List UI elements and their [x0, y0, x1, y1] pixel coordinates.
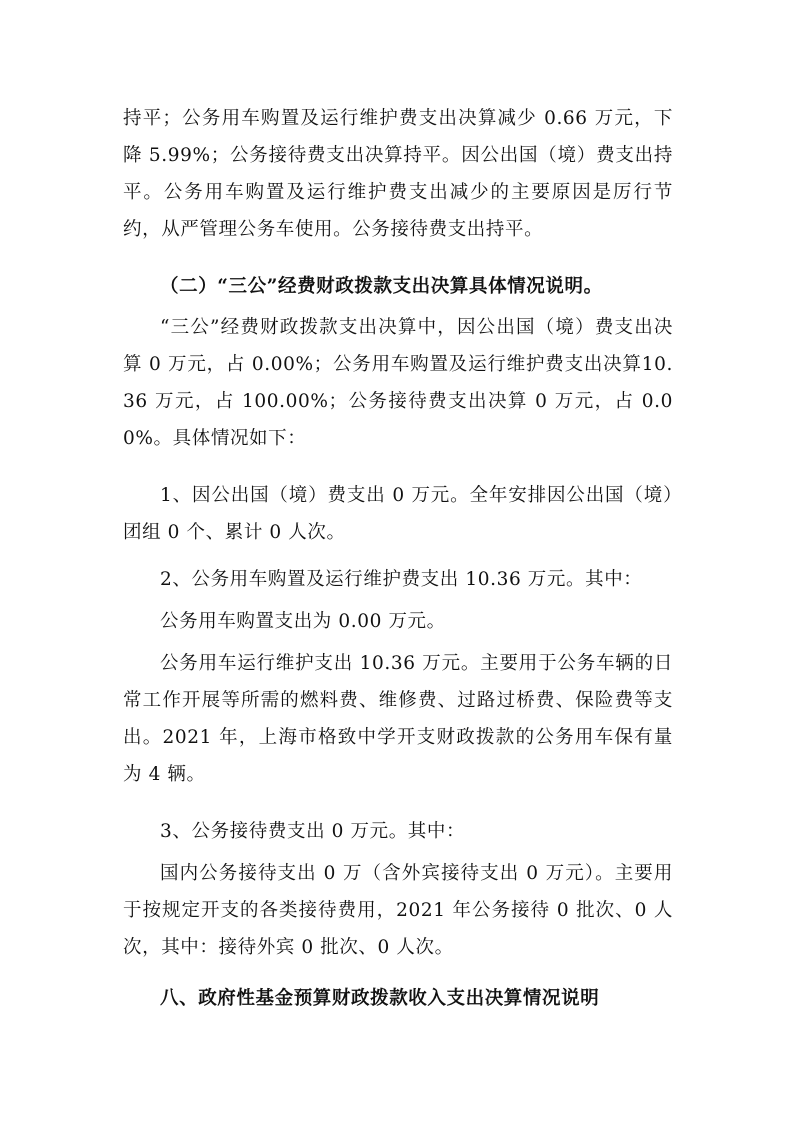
- paragraph-three-public-summary: “三公”经费财政拨款支出决算中，因公出国（境）费支出决算 0 万元，占 0.00%；公务用车购置及运行维护费支出决算10.36 万元，占 100.00%；公务接待费支出决算 0 万元，占 0.00%。具体情况如下：: [123, 317, 673, 449]
- section-heading-government-fund: 八、政府性基金预算财政拨款收入支出决算情况说明: [160, 988, 600, 1009]
- paragraph-continuation: 持平；公务用车购置及运行维护费支出决算减少 0.66 万元，下降 5.99%；公务接待费支出决算持平。因公出国（境）费支出持平。公务用车购置及运行维护费支出减少的主要原因是厉行节约，从严管理公务车使用。公务接待费支出持平。: [123, 108, 673, 240]
- paragraph-vehicle-expense: 2、公务用车购置及运行维护费支出 10.36 万元。其中：: [160, 569, 643, 590]
- paragraph-domestic-reception: 国内公务接待支出 0 万（含外宾接待支出 0 万元）。主要用于按规定开支的各类接待费用，2021 年公务接待 0 批次、0 人次，其中：接待外宾 0 批次、0 人次。: [123, 863, 673, 958]
- subsection-heading-three-public-expenses: （二）“三公”经费财政拨款支出决算具体情况说明。: [160, 276, 603, 297]
- paragraph-vehicle-purchase: 公务用车购置支出为 0.00 万元。: [160, 611, 446, 632]
- paragraph-vehicle-operation: 公务用车运行维护支出 10.36 万元。主要用于公务车辆的日常工作开展等所需的燃料费、维修费、过路过桥费、保险费等支出。2021 年，上海市格致中学开支财政拨款的公务用车保有量为 4 辆。: [123, 653, 673, 785]
- paragraph-overseas-travel: 1、因公出国（境）费支出 0 万元。全年安排因公出国（境）团组 0 个、累计 0 人次。: [123, 485, 673, 543]
- paragraph-reception-expense: 3、公务接待费支出 0 万元。其中：: [160, 821, 466, 842]
